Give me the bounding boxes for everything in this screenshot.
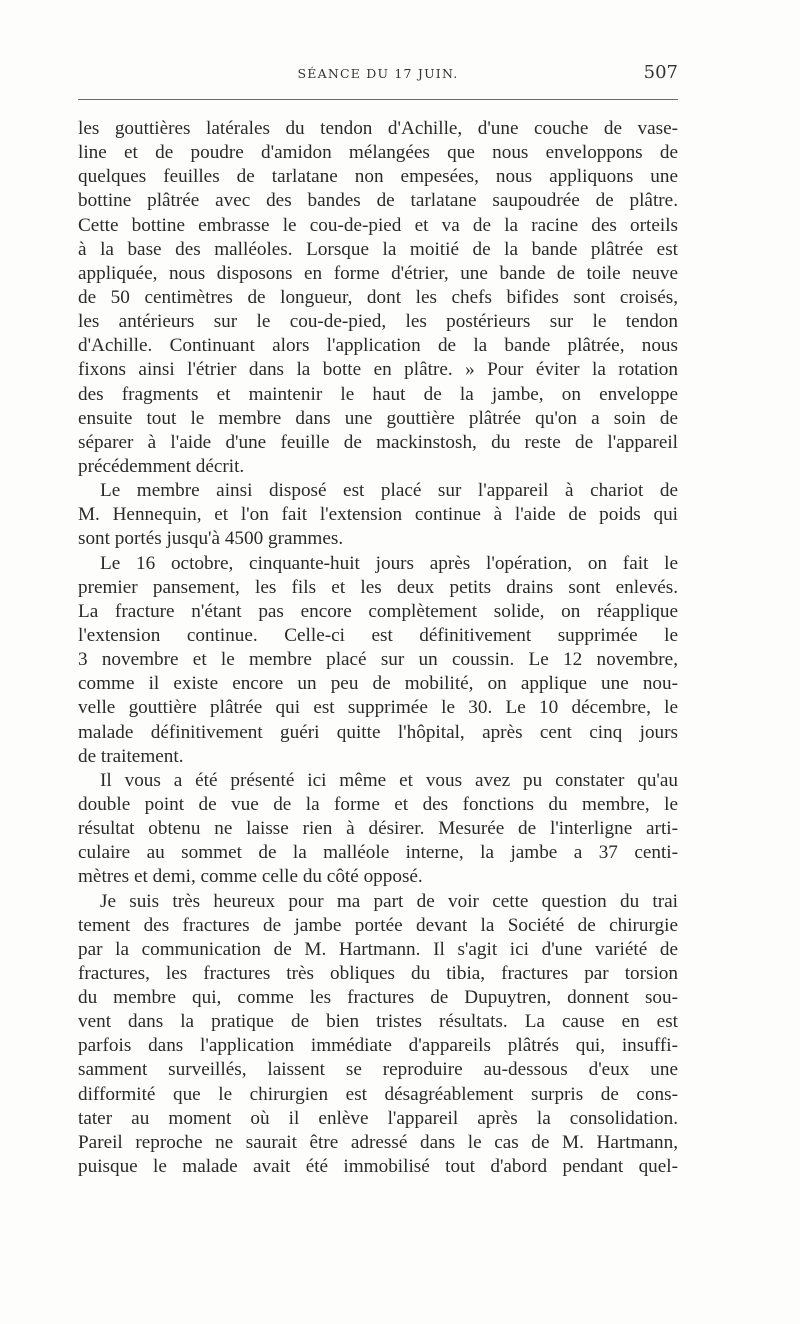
header-rule <box>78 99 678 100</box>
text-line: d'Achille. Continuant alors l'application de la bande plâtrée, nous <box>78 335 678 357</box>
text-line: comme il existe encore un peu de mobilité, on applique une nou- <box>78 673 678 695</box>
text-line: ensuite tout le membre dans une gouttière plâtrée qu'on a soin de <box>78 407 678 429</box>
text-line: velle gouttière plâtrée qui est supprimée le 30. Le 10 décembre, le <box>78 697 678 719</box>
text-line: fractures, les fractures très obliques du tibia, fractures par torsion <box>78 962 678 984</box>
text-line: puisque le malade avait été immobilisé tout d'abord pendant quel- <box>78 1156 678 1178</box>
text-line: tement des fractures de jambe portée devant la Société de chirurgie <box>78 914 678 936</box>
text-line: du membre qui, comme les fractures de Dupuytren, donnent sou- <box>78 987 678 1009</box>
paragraph-start-line: Le membre ainsi disposé est placé sur l'appareil à chariot de <box>100 480 678 502</box>
text-line: appliquée, nous disposons en forme d'étrier, une bande de toile neuve <box>78 262 678 284</box>
text-line: bottine plâtrée avec des bandes de tarlatane saupoudrée de plâtre. <box>78 190 678 212</box>
text-line: par la communication de M. Hartmann. Il s'agit ici d'une variété de <box>78 938 678 960</box>
text-line: double point de vue de la forme et des fonctions du membre, le <box>78 793 678 815</box>
text-line: mètres et demi, comme celle du côté opposé. <box>78 866 423 888</box>
text-line: M. Hennequin, et l'on fait l'extension continue à l'aide de poids qui <box>78 504 678 526</box>
paragraph-start-line: Il vous a été présenté ici même et vous avez pu constater qu'au <box>100 769 678 791</box>
text-line: vent dans la pratique de bien tristes résultats. La cause en est <box>78 1011 678 1033</box>
text-line: malade définitivement guéri quitte l'hôpital, après cent cinq jours <box>78 721 678 743</box>
text-line: de 50 centimètres de longueur, dont les chefs bifides sont croisés, <box>78 286 678 308</box>
text-line: line et de poudre d'amidon mélangées que nous enveloppons de <box>78 142 678 164</box>
text-line: premier pansement, les fils et les deux petits drains sont enlevés. <box>78 576 678 598</box>
text-line: La fracture n'étant pas encore complètement solide, on réapplique <box>78 600 678 622</box>
text-line: Pareil reproche ne saurait être adressé dans le cas de M. Hartmann, <box>78 1131 678 1153</box>
paragraph-start-line: Le 16 octobre, cinquante-huit jours après l'opération, on fait le <box>100 552 678 574</box>
page-number: 507 <box>643 62 678 83</box>
text-line: les gouttières latérales du tendon d'Achille, d'une couche de vase- <box>78 118 678 139</box>
text-line: de traitement. <box>78 745 184 767</box>
text-line: 3 novembre et le membre placé sur un coussin. Le 12 novembre, <box>78 649 678 671</box>
text-line: à la base des malléoles. Lorsque la moitié de la bande plâtrée est <box>78 238 678 260</box>
text-line: l'extension continue. Celle-ci est définitivement supprimée le <box>78 624 678 646</box>
text-line: tater au moment où il enlève l'appareil après la consolidation. <box>78 1107 678 1129</box>
text-line: Cette bottine embrasse le cou-de-pied et va de la racine des orteils <box>78 214 678 236</box>
paragraph-start-line: Je suis très heureux pour ma part de voir cette question du trai <box>100 890 678 912</box>
text-line: culaire au sommet de la malléole interne, la jambe a 37 centi- <box>78 842 678 864</box>
text-line: résultat obtenu ne laisse rien à désirer. Mesurée de l'interligne arti- <box>78 818 678 840</box>
body-text <box>78 117 678 1179</box>
text-line: les antérieurs sur le cou-de-pied, les postérieurs sur le tendon <box>78 311 678 333</box>
text-line: des fragments et maintenir le haut de la jambe, on enveloppe <box>78 383 678 405</box>
text-line: séparer à l'aide d'une feuille de mackinstosh, du reste de l'appareil <box>78 431 678 453</box>
text-line: quelques feuilles de tarlatane non empesées, nous appliquons une <box>78 166 678 188</box>
page-header <box>78 62 678 86</box>
text-line: parfois dans l'application immédiate d'appareils plâtrés qui, insuffi- <box>78 1035 678 1057</box>
text-line: sont portés jusqu'à 4500 grammes. <box>78 528 344 550</box>
text-line: fixons ainsi l'étrier dans la botte en plâtre. » Pour éviter la rotation <box>78 359 678 381</box>
text-line: difformité que le chirurgien est désagréablement surpris de cons- <box>78 1083 678 1105</box>
text-line: précédemment décrit. <box>78 455 245 477</box>
text-line: samment surveillés, laissent se reproduire au-dessous d'eux une <box>78 1059 678 1081</box>
running-title: SÉANCE DU 17 JUIN. <box>297 66 459 81</box>
